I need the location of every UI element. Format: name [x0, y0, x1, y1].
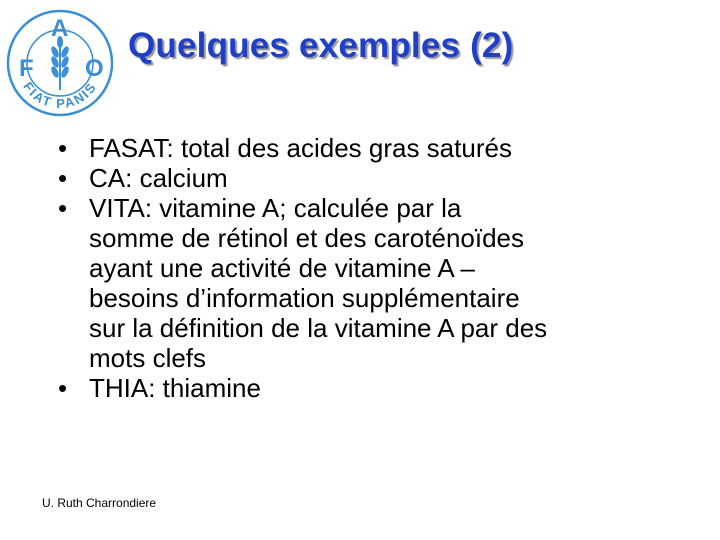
bullet-item	[58, 163, 698, 193]
bullet-text: THIA: thiamine	[89, 373, 261, 403]
logo-letter-f: F	[19, 55, 34, 82]
bullet-text-line: sur la définition de la vitamine A par des	[89, 313, 548, 343]
bullet-text-line: VITA: vitamine A; calculée par la	[89, 193, 462, 223]
bullet-text-line: besoins d’information supplémentaire	[89, 283, 520, 313]
bullet-text-line: somme de rétinol et des caroténoïdes	[89, 223, 525, 253]
logo-letter-a: A	[51, 15, 69, 42]
bullet-dot-icon: •	[58, 193, 68, 223]
fao-logo-icon	[5, 8, 115, 118]
footer-author: U. Ruth Charrondiere	[42, 496, 157, 510]
bullet-text: FASAT: total des acides gras saturés	[89, 133, 512, 163]
bullet-dot-icon: •	[58, 133, 68, 163]
wheat-icon	[50, 36, 71, 90]
bullet-item	[58, 193, 698, 373]
logo-letter-o: O	[85, 55, 104, 82]
bullet-item	[58, 373, 698, 403]
slide-title: Quelques exemples (2)	[128, 26, 514, 65]
bullet-dot-icon: •	[58, 163, 68, 193]
bullet-dot-icon: •	[58, 373, 68, 403]
bullet-item	[58, 133, 698, 163]
bullet-text-line: ayant une activité de vitamine A –	[89, 253, 475, 283]
logo-motto: FIAT PANIS	[20, 79, 100, 112]
bullet-text: CA: calcium	[89, 163, 228, 193]
bullet-list	[58, 133, 698, 403]
bullet-text-line: mots clefs	[89, 343, 207, 373]
